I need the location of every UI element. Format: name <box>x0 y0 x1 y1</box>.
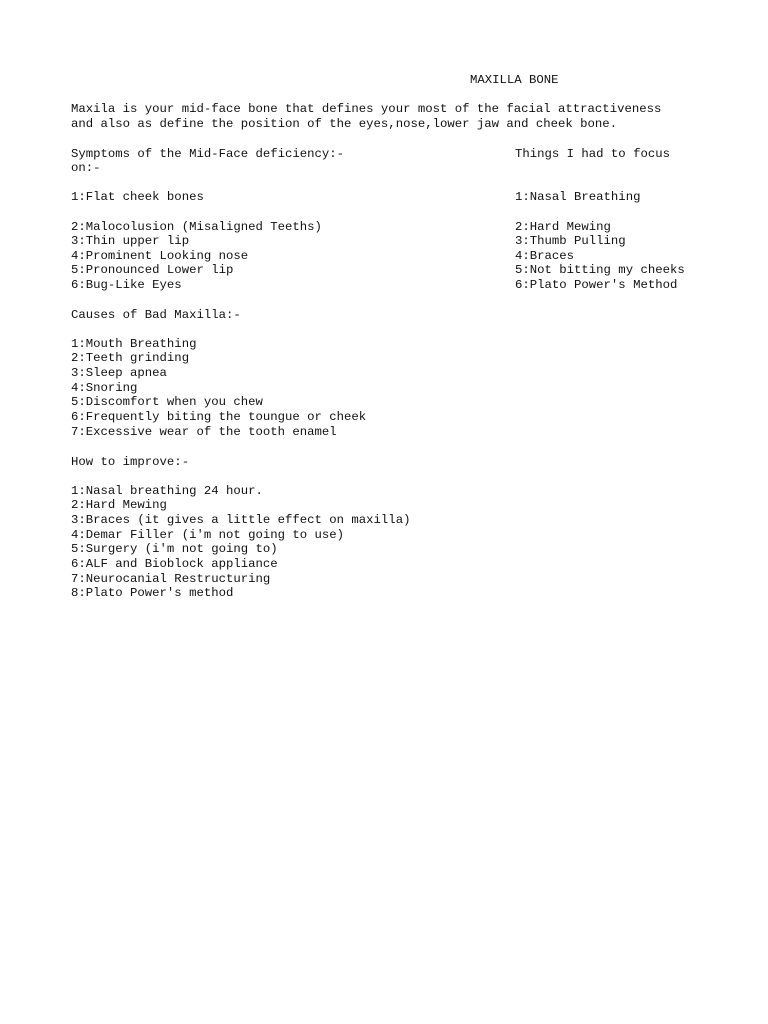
symptom-item: 4:Prominent Looking nose <box>71 249 249 263</box>
focus-heading-continued: on:- <box>71 161 101 175</box>
intro-line-2: and also as define the position of the eyes,nose,lower jaw and cheek bone. <box>71 117 618 131</box>
symptom-item: 6:Bug-Like Eyes <box>71 278 182 292</box>
improve-item: 6:ALF and Bioblock appliance <box>71 557 278 571</box>
focus-heading: Things I had to focus <box>515 147 670 161</box>
improve-item: 4:Demar Filler (i'm not going to use) <box>71 528 345 542</box>
cause-item: 1:Mouth Breathing <box>71 337 197 351</box>
cause-item: 3:Sleep apnea <box>71 366 167 380</box>
focus-item: 4:Braces <box>515 249 575 263</box>
focus-item: 6:Plato Power's Method <box>515 278 678 292</box>
cause-item: 7:Excessive wear of the tooth enamel <box>71 425 337 439</box>
cause-item: 6:Frequently biting the toungue or cheek <box>71 410 367 424</box>
causes-heading: Causes of Bad Maxilla:- <box>71 308 241 322</box>
symptom-item: 5:Pronounced Lower lip <box>71 263 234 277</box>
document-title: MAXILLA BONE <box>470 73 559 87</box>
improve-item: 8:Plato Power's method <box>71 586 234 600</box>
improve-item: 2:Hard Mewing <box>71 498 167 512</box>
symptom-item: 2:Malocolusion (Misaligned Teeths) <box>71 220 322 234</box>
focus-item: 5:Not bitting my cheeks <box>515 263 685 277</box>
improve-heading: How to improve:- <box>71 455 190 469</box>
focus-item: 2:Hard Mewing <box>515 220 611 234</box>
focus-item: 3:Thumb Pulling <box>515 234 626 248</box>
symptoms-heading: Symptoms of the Mid-Face deficiency:- <box>71 147 345 161</box>
improve-item: 3:Braces (it gives a little effect on maxilla) <box>71 513 411 527</box>
symptom-item: 1:Flat cheek bones <box>71 190 204 204</box>
improve-item: 1:Nasal breathing 24 hour. <box>71 484 263 498</box>
cause-item: 4:Snoring <box>71 381 138 395</box>
focus-item: 1:Nasal Breathing <box>515 190 641 204</box>
intro-line-1: Maxila is your mid-face bone that defines your most of the facial attractiveness <box>71 102 662 116</box>
improve-item: 5:Surgery (i'm not going to) <box>71 542 278 556</box>
symptom-item: 3:Thin upper lip <box>71 234 190 248</box>
cause-item: 5:Discomfort when you chew <box>71 395 263 409</box>
improve-item: 7:Neurocanial Restructuring <box>71 572 271 586</box>
cause-item: 2:Teeth grinding <box>71 351 190 365</box>
